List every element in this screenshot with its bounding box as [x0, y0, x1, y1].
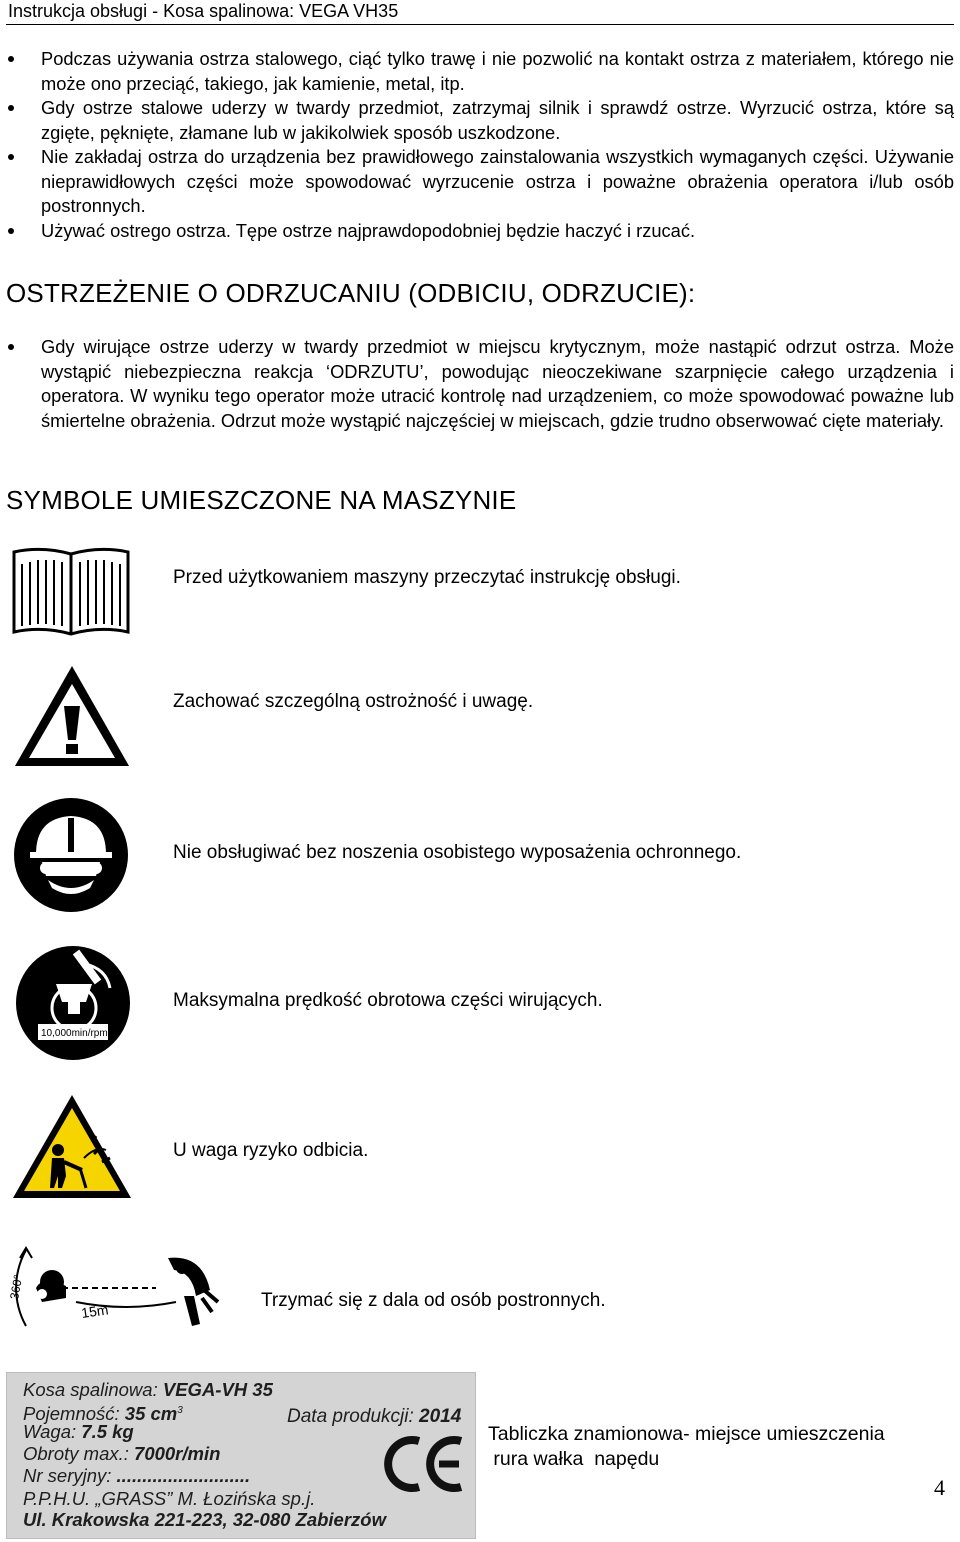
symbol-text: Trzymać się z dala od osób postronnych.: [261, 1290, 606, 1311]
warning-triangle-icon: [12, 662, 132, 770]
manual-book-icon: [10, 544, 132, 636]
svg-text:CE: CE: [381, 1433, 383, 1434]
list-item: Gdy ostrze stalowe uderzy w twardy przedmiot, zatrzymaj silnik i sprawdź ostrze. Wyrzucić ostrza, które są zgięte, pęknięte, złamane lub w jakikolwiek sposób uszkodzone.: [0, 96, 960, 145]
symbol-text: Przed użytkowaniem maszyny przeczytać instrukcję obsługi.: [173, 567, 681, 588]
list-item: Gdy wirujące ostrze uderzy w twardy przedmiot w miejscu krytycznym, może nastąpić odrzut ostrza. Może wystąpić niebezpieczna reakcja ‘ODRZUTU’, powodując nieoczekiwane szarpnięcie całego urządzenia i operatora. W wyniku tego operator może utracić kontrolę nad urządzeniem, co może spowodować poważne lub śmiertelne obrażenia. Odrzut może wystąpić najczęściej w miejscach, gdzie trudno obserwować cięte materiały.: [0, 335, 960, 433]
symbol-text: Maksymalna prędkość obrotowa części wirujących.: [173, 990, 603, 1011]
page-header: [6, 0, 954, 25]
protective-gear-icon: [12, 796, 130, 914]
ce-mark-icon: [381, 1433, 467, 1495]
kickback-bullet-list: [0, 335, 960, 433]
caption-line: rura wałka napędu: [488, 1448, 660, 1470]
list-item: Nie zakładaj ostrza do urządzenia bez prawidłowego zainstalowania wszystkich wymaganych części. Używanie nieprawidłowych części może spowodować wyrzucenie ostrza i poważne obrażenia operatora i/lub osób postronnych.: [0, 145, 960, 219]
nameplate-rpm: Obroty max.: 7000r/min: [23, 1443, 221, 1464]
kickback-heading: OSTRZEŻENIE O ODRZUCANIU (ODBICIU, ODRZUCIE):: [6, 278, 696, 308]
nameplate-serial: Nr seryjny: ..........................: [23, 1465, 251, 1486]
symbol-text: Nie obsługiwać bez noszenia osobistego wyposażenia ochronnego.: [173, 842, 742, 863]
page-number: 4: [934, 1475, 945, 1500]
nameplate-company: P.P.H.U. „GRASS” M. Łozińska sp.j.: [23, 1488, 316, 1509]
nameplate-address: Ul. Krakowska 221-223, 32-080 Zabierzów: [23, 1509, 386, 1530]
angle-label: 360°: [7, 1273, 26, 1301]
keep-distance-icon: [6, 1236, 224, 1344]
safety-bullet-list: [0, 47, 960, 243]
nameplate-capacity: Pojemność: 35 $cm^3$: [23, 1403, 183, 1425]
list-item: Używać ostrego ostrza. Tępe ostrze najprawdopodobniej będzie haczyć i rzucać.: [0, 219, 960, 244]
distance-label: 15m: [80, 1301, 110, 1321]
nameplate-weight: Waga: 7.5 kg: [23, 1421, 134, 1442]
max-speed-label: 10,000min/rpm: [41, 1028, 108, 1039]
nameplate-model: Kosa spalinowa: VEGA-VH 35: [23, 1379, 273, 1400]
caption-line: Tabliczka znamionowa- miejsce umieszczenia: [488, 1423, 885, 1445]
nameplate-date: Data produkcji: 2014: [287, 1406, 462, 1427]
symbol-text: Zachować szczególną ostrożność i uwagę.: [173, 691, 534, 712]
symbol-text: U waga ryzyko odbicia.: [173, 1140, 369, 1161]
max-speed-icon: [14, 944, 132, 1062]
header-title: Instrukcja obsługi - Kosa spalinowa: VEGA VH35: [8, 1, 399, 21]
nameplate-image: [6, 1372, 476, 1539]
kickback-warning-icon: [10, 1092, 134, 1202]
nameplate-caption: [488, 1422, 885, 1472]
list-item: Podczas używania ostrza stalowego, ciąć tylko trawę i nie pozwolić na kontakt ostrza z materiałem, którego nie może ono przeciąć, takiego, jak kamienie, metal, itp.: [0, 47, 960, 96]
symbols-heading: SYMBOLE UMIESZCZONE NA MASZYNIE: [6, 485, 517, 515]
